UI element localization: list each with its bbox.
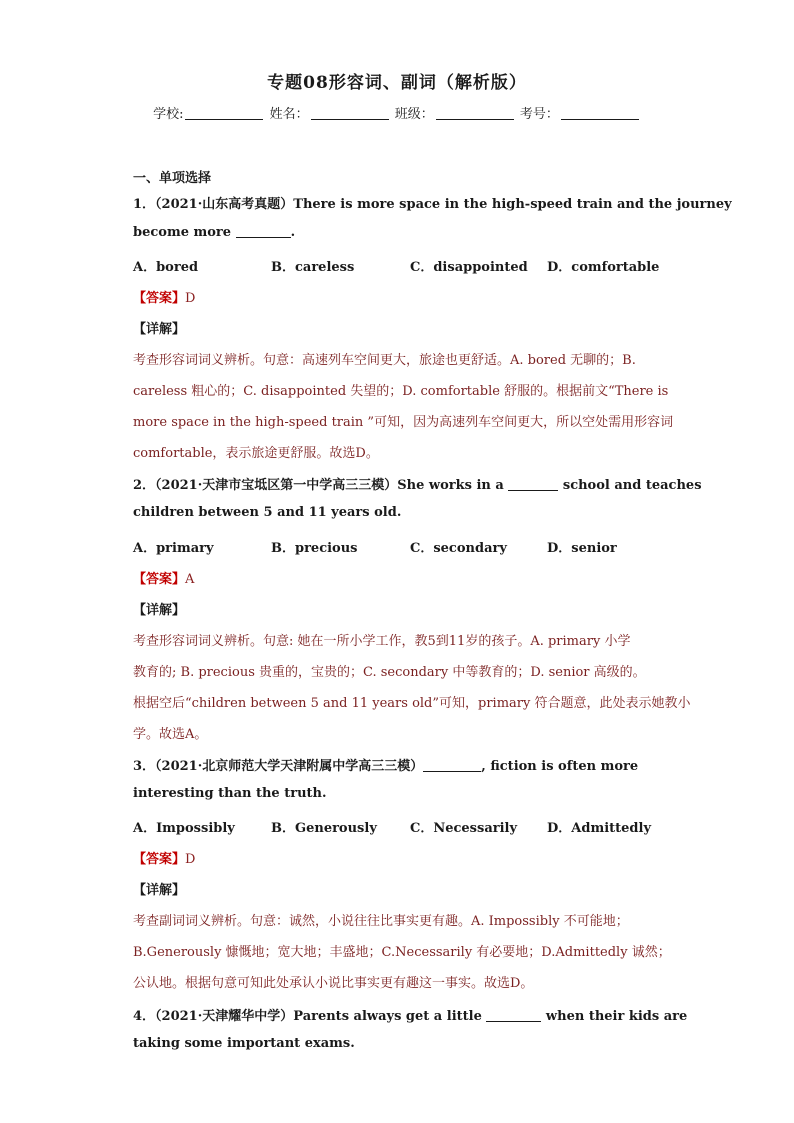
question-1-answer: 【答案】D — [133, 291, 196, 306]
question-3-stem: 3．（2021·北京师范大学天津附属中学高三三模） , fiction is often more — [133, 759, 639, 774]
question-3-stem-cont: interesting than the truth. — [133, 786, 327, 801]
option-a: A．Impossibly — [133, 821, 235, 836]
answer-blank — [508, 478, 558, 491]
option-b: B．careless — [271, 260, 355, 275]
explanation-line: 考查副词词义辨析。句意：诚然，小说往往比事实更有趣。A. Impossibly 不可能地； — [133, 914, 629, 929]
name-label: 姓名： — [269, 107, 309, 122]
option-c: C．disappointed — [410, 260, 528, 275]
option-a: A．primary — [133, 541, 214, 556]
explanation-line: 教育的; B. precious 贵重的，宝贵的；C. secondary 中等教育的；D. senior 高级的。 — [133, 665, 646, 680]
question-4-stem: 4．（2021·天津耀华中学）Parents always get a little when their kids are — [133, 1009, 688, 1024]
answer-blank — [486, 1009, 541, 1022]
option-d: D．Admittedly — [547, 821, 652, 836]
question-1-stem-cont: become more . — [133, 225, 296, 240]
answer-blank — [236, 225, 291, 238]
question-3-options — [133, 817, 673, 836]
explanation-line: more space in the high-speed train ”可知，因为高速列车空间更大，所以空处需用形容词 — [133, 415, 674, 430]
question-source: （2021·天津市宝坻区第一中学高三三模） — [155, 478, 398, 493]
option-a: A．bored — [133, 260, 199, 275]
option-c: C．secondary — [410, 541, 507, 556]
question-2-detail-label: 【详解】 — [133, 603, 186, 618]
class-label: 班级： — [394, 107, 434, 122]
class-blank — [436, 107, 514, 120]
question-1-options — [133, 256, 673, 275]
question-source: （2021·天津耀华中学） — [155, 1009, 294, 1024]
question-2-stem: 2．（2021·天津市宝坻区第一中学高三三模）She works in a school and teaches — [133, 478, 702, 493]
question-2-stem-cont: children between 5 and 11 years old. — [133, 505, 402, 520]
number-label: 考号： — [519, 107, 559, 122]
explanation-line: comfortable，表示旅途更舒服。故选D。 — [133, 446, 379, 461]
explanation-line: 考查形容词词义辨析。句意：高速列车空间更大，旅途也更舒适。A. bored 无聊的；B. — [133, 353, 636, 368]
explanation-line: 公认地。根据句意可知此处承认小说比事实更有趣这一事实。故选D。 — [133, 976, 534, 991]
explanation-line: B.Generously 慷慨地；宽大地；丰盛地；C.Necessarily 有必要地；D.Admittedly 诚然； — [133, 945, 671, 960]
question-3-detail-label: 【详解】 — [133, 883, 186, 898]
option-b: B．precious — [271, 541, 358, 556]
page-title: 专题08形容词、副词（解析版） — [267, 73, 527, 93]
name-blank — [311, 107, 389, 120]
option-b: B．Generously — [271, 821, 377, 836]
question-1-stem: 1．（2021·山东高考真题）There is more space in the high-speed train and the journey — [133, 197, 732, 212]
answer-blank — [423, 759, 481, 772]
school-label: 学校: — [153, 107, 184, 122]
option-d: D．senior — [547, 541, 617, 556]
option-d: D．comfortable — [547, 260, 660, 275]
explanation-line: 学。故选A。 — [133, 727, 208, 742]
question-2-options — [133, 537, 673, 556]
explanation-line: careless 粗心的；C. disappointed 失望的；D. comfortable 舒服的。根据前文“There is — [133, 384, 669, 399]
student-info-line — [0, 103, 794, 122]
question-source: （2021·北京师范大学天津附属中学高三三模） — [155, 759, 424, 774]
question-3-answer: 【答案】D — [133, 852, 196, 867]
question-4-stem-cont: taking some important exams. — [133, 1036, 355, 1051]
question-1-detail-label: 【详解】 — [133, 322, 186, 337]
explanation-line: 根据空后“children between 5 and 11 years old”可知，primary 符合题意，此处表示她教小 — [133, 696, 691, 711]
number-blank — [561, 107, 639, 120]
question-2-answer: 【答案】A — [133, 572, 195, 587]
section-heading: 一、单项选择 — [133, 171, 212, 186]
school-blank — [185, 107, 263, 120]
explanation-line: 考查形容词词义辨析。句意: 她在一所小学工作，教5到11岁的孩子。A. primary 小学 — [133, 634, 631, 649]
question-source: （2021·山东高考真题） — [155, 197, 294, 212]
option-c: C．Necessarily — [410, 821, 518, 836]
